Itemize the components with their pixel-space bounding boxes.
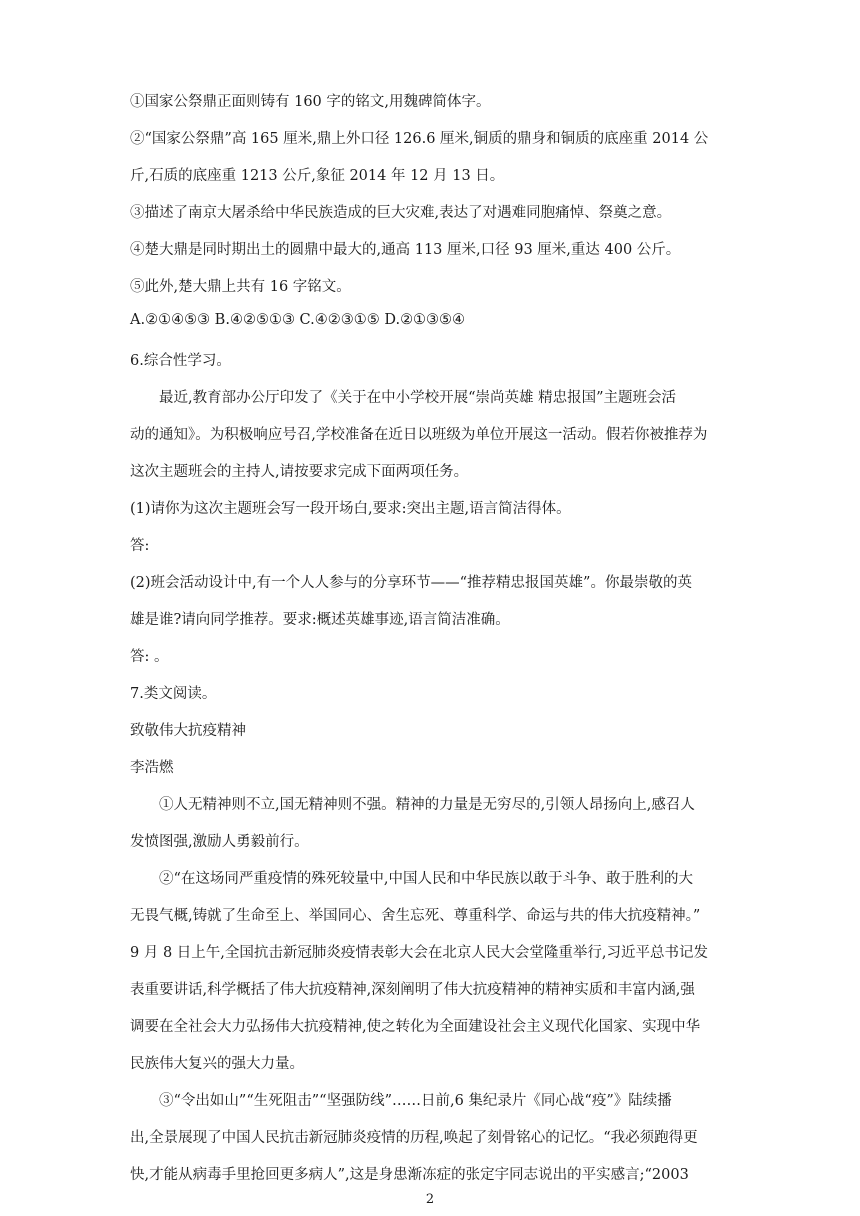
article-paragraph-2-cont: 调要在全社会大力弘扬伟大抗疫精神,使之转化为全面建设社会主义现代化国家、实现中华 [130,1019,701,1035]
question-6-heading: 6.综合性学习。 [130,353,231,369]
article-paragraph-2-cont: 表重要讲话,科学概括了伟大抗疫精神,深刻阐明了伟大抗疫精神的精神实质和丰富内涵,强 [130,982,695,998]
article-paragraph-3-cont: 快,才能从病毒手里抢回更多病人”,这是身患渐冻症的张定宇同志说出的平实感言;“2003 [130,1167,689,1183]
article-paragraph-2-cont: 无畏气概,铸就了生命至上、举国同心、舍生忘死、尊重科学、命运与共的伟大抗疫精神。” [130,908,701,924]
option-sentence-3: ③描述了南京大屠杀给中华民族造成的巨大灾难,表达了对遇难同胞痛悼、祭奠之意。 [130,205,672,221]
option-sentence-2-cont: 斤,石质的底座重 1213 公斤,象征 2014 年 12 月 13 日。 [130,168,505,184]
question-7-heading: 7.类文阅读。 [130,686,217,702]
article-paragraph-2: ②“在这场同严重疫情的殊死较量中,中国人民和中华民族以敢于斗争、敢于胜利的大 [159,871,694,887]
task-2-cont: 雄是谁?请向同学推荐。要求:概述英雄事迹,语言简洁准确。 [130,612,510,628]
article-author: 李浩燃 [130,760,174,776]
option-sentence-5: ⑤此外,楚大鼎上共有 16 字铭文。 [130,279,351,295]
article-paragraph-1-cont: 发愤图强,激励人勇毅前行。 [130,834,309,850]
option-sentence-2: ②“国家公祭鼎”高 165 厘米,鼎上外口径 126.6 厘米,铜质的鼎身和铜质的底座重 2014 公 [130,131,709,147]
answer-label: 答: [130,538,150,554]
answer-label: 答: 。 [130,649,169,665]
article-paragraph-1: ①人无精神则不立,国无精神则不强。精神的力量是无穷尽的,引领人昂扬向上,感召人 [159,797,695,813]
question-6-passage-cont: 动的通知》。为积极响应号召,学校准备在近日以班级为单位开展这一活动。假若你被推荐为 [130,427,708,443]
article-paragraph-3-cont: 出,全景展现了中国人民抗击新冠肺炎疫情的历程,唤起了刻骨铭心的记忆。“我必须跑得更 [130,1130,698,1146]
article-title: 致敬伟大抗疫精神 [130,723,246,739]
question-6-passage: 最近,教育部办公厅印发了《关于在中小学校开展“崇尚英雄 精忠报国”主题班会活 [159,390,677,406]
page-number: 2 [425,1192,435,1207]
option-sentence-1: ①国家公祭鼎正面则铸有 160 字的铭文,用魏碑简体字。 [130,94,491,110]
answer-choices: A.②①④⑤③ B.④②⑤①③ C.④②③①⑤ D.②①③⑤④ [130,312,466,328]
task-2: (2)班会活动设计中,有一个人人参与的分享环节——“推荐精忠报国英雄”。你最崇敬的英 [130,575,692,591]
article-paragraph-2-cont: 民族伟大复兴的强大力量。 [130,1056,304,1072]
task-1: (1)请你为这次主题班会写一段开场白,要求:突出主题,语言简洁得体。 [130,501,571,517]
option-sentence-4: ④楚大鼎是同时期出土的圆鼎中最大的,通高 113 厘米,口径 93 厘米,重达 400 公斤。 [130,242,681,258]
article-paragraph-3: ③“令出如山”“生死阻击”“坚强防线”……日前,6 集纪录片《同心战“疫”》陆续播 [159,1093,672,1109]
question-6-passage-cont: 这次主题班会的主持人,请按要求完成下面两项任务。 [130,464,469,480]
article-paragraph-2-cont: 9 月 8 日上午,全国抗击新冠肺炎疫情表彰大会在北京人民大会堂隆重举行,习近平总书记发 [130,945,708,961]
